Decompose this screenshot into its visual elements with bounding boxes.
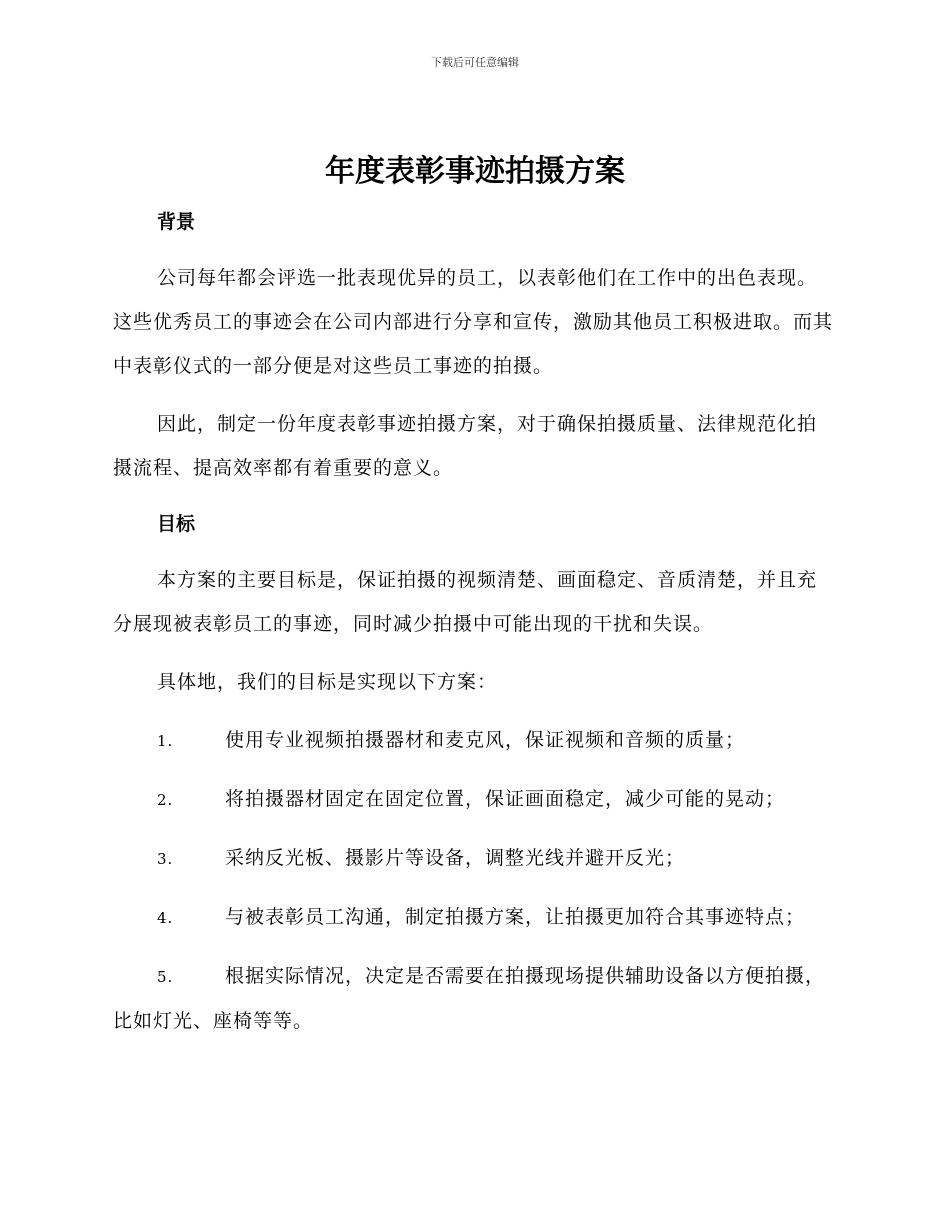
list-text: 将拍摄器材固定在固定位置，保证画面稳定，减少可能的晃动； (225, 788, 786, 810)
list-text: 使用专业视频拍摄器材和麦克风，保证视频和音频的质量； (225, 729, 746, 751)
list-number: 1. (157, 732, 174, 750)
section-heading-goals: 目标 (157, 513, 196, 535)
goals-paragraph-2: 具体地，我们的目标是实现以下方案： (157, 671, 498, 693)
list-item (113, 718, 835, 763)
page-header-note: 下载后可任意编辑 (431, 56, 519, 69)
list-number: 5. (157, 968, 174, 986)
list-text: 根据实际情况，决定是否需要在拍摄现场提供辅助设备以方便拍摄，比如灯光、座椅等等。 (113, 965, 826, 1032)
list-item (113, 836, 835, 881)
list-item (113, 954, 835, 1043)
background-paragraph-2: 因此，制定一份年度表彰事迹拍摄方案，对于确保拍摄质量、法律规范化拍摄流程、提高效率都有着重要的意义。 (113, 413, 818, 479)
goals-paragraph-1: 本方案的主要目标是，保证拍摄的视频清楚、画面稳定、音质清楚，并且充分展现被表彰员工的事迹，同时减少拍摄中可能出现的干扰和失误。 (113, 569, 818, 635)
list-number: 4. (157, 909, 174, 927)
document-body (113, 206, 835, 1043)
list-text: 采纳反光板、摄影片等设备，调整光线并避开反光； (225, 847, 686, 869)
list-item (113, 895, 835, 940)
document-title: 年度表彰事迹拍摄方案 (325, 154, 625, 189)
list-number: 2. (157, 791, 174, 809)
list-number: 3. (157, 850, 174, 868)
list-text: 与被表彰员工沟通，制定拍摄方案，让拍摄更加符合其事迹特点； (225, 906, 806, 928)
background-paragraph-1: 公司每年都会评选一批表现优异的员工，以表彰他们在工作中的出色表现。这些优秀员工的事迹会在公司内部进行分享和宣传，激励其他员工积极进取。而其中表彰仪式的一部分便是对这些员工事迹的拍摄。 (113, 267, 834, 377)
section-heading-background: 背景 (157, 211, 196, 233)
list-item (113, 777, 835, 822)
